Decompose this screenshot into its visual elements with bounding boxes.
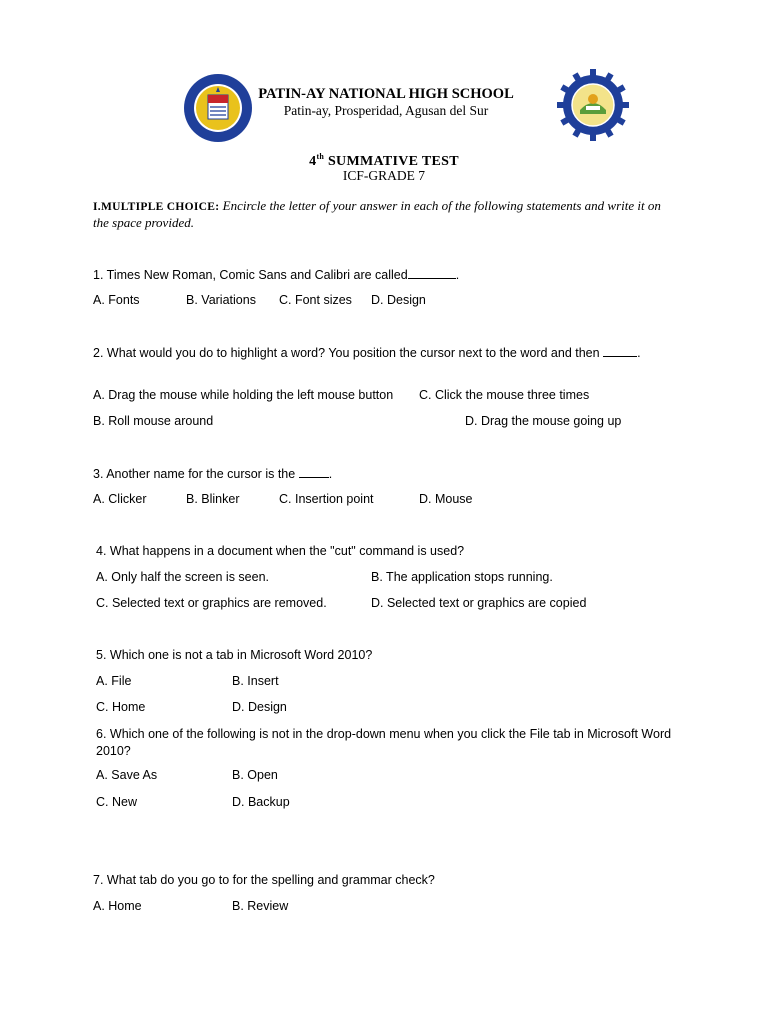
instructions-body: Encircle the letter of your answer in each of the following statements and write it on the space provided. [93,198,661,230]
option-c[interactable]: C. Selected text or graphics are removed. [96,596,327,610]
question-text: 3. Another name for the cursor is the [93,467,296,481]
instructions [93,198,673,231]
school-name: PATIN-AY NATIONAL HIGH SCHOOL [258,86,514,102]
test-number: 4 [309,154,317,169]
option-b[interactable]: B. Insert [232,674,279,688]
test-subtitle: ICF-GRADE 7 [342,168,426,183]
school-address: Patin-ay, Prosperidad, Agusan del Sur [283,103,489,118]
option-d[interactable]: D. Backup [232,795,290,809]
option-b[interactable]: B. Review [232,899,289,913]
option-d[interactable]: D. Drag the mouse going up [465,414,622,428]
option-a[interactable]: A. Drag the mouse while holding the left mouse button [93,388,394,402]
school-seal-logo [556,68,630,142]
option-a[interactable]: A. Clicker [93,492,147,506]
option-a[interactable]: A. Fonts [93,293,140,307]
option-c[interactable]: C. New [96,795,137,809]
question-4: 4. What happens in a document when the "cut" command is used? [96,544,465,558]
option-d[interactable]: D. Design [371,293,426,307]
option-b[interactable]: B. Roll mouse around [93,414,214,428]
question-5: 5. Which one is not a tab in Microsoft Word 2010? [96,648,373,662]
option-a[interactable]: A. File [96,674,132,688]
option-b[interactable]: B. Blinker [186,492,240,506]
test-title-text: SUMMATIVE TEST [324,154,459,169]
option-b[interactable]: B. Open [232,768,278,782]
option-c[interactable]: C. Click the mouse three times [419,388,590,402]
question-3 [93,466,332,481]
answer-blank[interactable] [408,267,456,279]
question-text: 1. Times New Roman, Comic Sans and Calibri are called [93,268,408,282]
option-c[interactable]: C. Insertion point [279,492,374,506]
option-c[interactable]: C. Home [96,700,146,714]
option-b[interactable]: B. The application stops running. [371,570,553,584]
question-text-after: . [328,467,333,481]
question-text: 2. What would you do to highlight a word? You position the cursor next to the word and then [93,346,600,360]
test-number-suffix: th [316,152,325,161]
option-d[interactable]: D. Design [232,700,287,714]
option-a[interactable]: A. Home [93,899,142,913]
option-d[interactable]: D. Selected text or graphics are copied [371,596,587,610]
option-a[interactable]: A. Save As [96,768,158,782]
question-2 [93,345,683,362]
question-text-after: . [637,346,641,360]
question-6: 6. Which one of the following is not in the drop-down menu when you click the File tab in Microsoft Word 2010? [96,727,672,758]
instructions-lead: I.MULTIPLE CHOICE: [93,201,220,213]
question-7: 7. What tab do you go to for the spelling and grammar check? [93,873,435,887]
answer-blank[interactable] [299,466,329,478]
question-1 [93,267,459,282]
answer-blank[interactable] [603,345,637,357]
option-a[interactable]: A. Only half the screen is seen. [96,570,270,584]
question-text-after: . [455,268,460,282]
option-b[interactable]: B. Variations [186,293,256,307]
option-d[interactable]: D. Mouse [419,492,473,506]
option-c[interactable]: C. Font sizes [279,293,352,307]
